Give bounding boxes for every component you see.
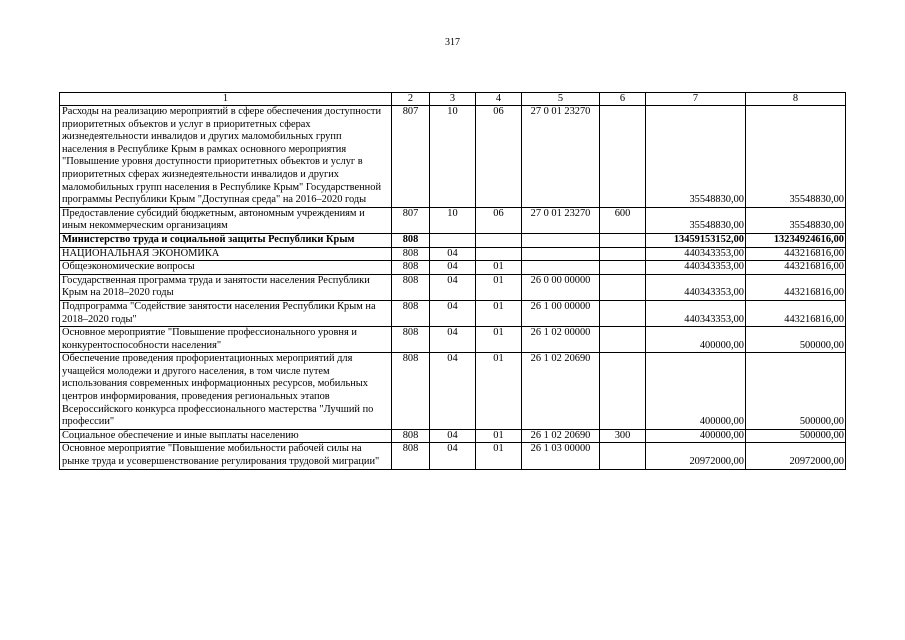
table-row	[60, 327, 846, 353]
row-amount-year2-cell: 500000,00	[746, 353, 846, 430]
row-subsection-cell: 01	[476, 353, 522, 430]
header-col-8: 8	[746, 93, 846, 106]
row-target-article-cell	[522, 233, 600, 247]
row-expense-type-cell	[600, 274, 646, 300]
header-col-2: 2	[392, 93, 430, 106]
row-amount-year2-cell: 35548830,00	[746, 106, 846, 208]
row-section-cell: 10	[430, 207, 476, 233]
row-ministry-code-cell: 808	[392, 429, 430, 443]
header-col-7: 7	[646, 93, 746, 106]
row-ministry-code-cell: 808	[392, 247, 430, 261]
table-row	[60, 233, 846, 247]
row-ministry-code-cell: 808	[392, 274, 430, 300]
row-section-cell: 04	[430, 353, 476, 430]
table-body	[60, 93, 846, 470]
row-amount-year1-cell: 35548830,00	[646, 106, 746, 208]
row-ministry-code-cell: 808	[392, 300, 430, 326]
row-expense-type-cell: 600	[600, 207, 646, 233]
row-expense-type-cell	[600, 300, 646, 326]
row-expense-type-cell	[600, 261, 646, 275]
row-section-cell	[430, 233, 476, 247]
table-row	[60, 247, 846, 261]
budget-table	[59, 92, 846, 470]
row-name-cell: Предоставление субсидий бюджетным, автономным учреждениям и иным некоммерческим организациям	[60, 207, 392, 233]
row-amount-year1-cell: 400000,00	[646, 353, 746, 430]
row-name-cell: Расходы на реализацию мероприятий в сфере обеспечения доступности приоритетных объектов и услуг в приоритетных сферах жизнедеятельности инвалидов и других маломобильных групп населения в Республике Крым в рамках основного мероприятия "Повышение уровня доступности приоритетных объектов и услуг в приоритетных сферах жизнедеятельности инвалидов и других маломобильных групп населения в Республике Крым" Государственной программы Республики Крым "Доступная среда" на 2016–2020 годы	[60, 106, 392, 208]
table-row	[60, 207, 846, 233]
row-target-article-cell: 26 1 02 20690	[522, 353, 600, 430]
row-subsection-cell: 06	[476, 207, 522, 233]
row-section-cell: 04	[430, 443, 476, 469]
row-section-cell: 04	[430, 274, 476, 300]
row-target-article-cell: 26 1 00 00000	[522, 300, 600, 326]
row-subsection-cell	[476, 247, 522, 261]
header-col-4: 4	[476, 93, 522, 106]
row-amount-year1-cell: 35548830,00	[646, 207, 746, 233]
row-amount-year1-cell: 440343353,00	[646, 247, 746, 261]
table-row	[60, 443, 846, 469]
row-expense-type-cell	[600, 106, 646, 208]
header-col-6: 6	[600, 93, 646, 106]
row-subsection-cell: 01	[476, 300, 522, 326]
row-target-article-cell: 27 0 01 23270	[522, 106, 600, 208]
row-ministry-code-cell: 808	[392, 443, 430, 469]
row-expense-type-cell	[600, 327, 646, 353]
row-amount-year1-cell: 440343353,00	[646, 300, 746, 326]
row-target-article-cell	[522, 261, 600, 275]
row-ministry-code-cell: 808	[392, 353, 430, 430]
row-amount-year2-cell: 500000,00	[746, 327, 846, 353]
page-number: 317	[445, 37, 460, 48]
row-target-article-cell: 26 1 03 00000	[522, 443, 600, 469]
row-section-cell: 04	[430, 247, 476, 261]
row-ministry-code-cell: 807	[392, 106, 430, 208]
row-amount-year1-cell: 400000,00	[646, 327, 746, 353]
row-name-cell: Обеспечение проведения профориентационных мероприятий для учащейся молодежи и другого населения, в том числе путем использования современных информационных ресурсов, мобильных центров информирования, проведения региональных этапов Всероссийского конкурса профессионального мастерства "Лучший по профессии"	[60, 353, 392, 430]
row-name-cell: Основное мероприятие "Повышение мобильности рабочей силы на рынке труда и усовершенствование регулирования трудовой миграции"	[60, 443, 392, 469]
table-row	[60, 429, 846, 443]
row-name-cell: Основное мероприятие "Повышение профессионального уровня и конкурентоспособности населения"	[60, 327, 392, 353]
row-subsection-cell: 01	[476, 274, 522, 300]
row-amount-year2-cell: 443216816,00	[746, 274, 846, 300]
row-target-article-cell: 26 1 02 20690	[522, 429, 600, 443]
row-subsection-cell	[476, 233, 522, 247]
row-target-article-cell: 26 1 02 00000	[522, 327, 600, 353]
row-expense-type-cell: 300	[600, 429, 646, 443]
row-amount-year2-cell: 443216816,00	[746, 247, 846, 261]
row-section-cell: 04	[430, 327, 476, 353]
row-amount-year2-cell: 35548830,00	[746, 207, 846, 233]
row-target-article-cell: 27 0 01 23270	[522, 207, 600, 233]
row-amount-year1-cell: 13459153152,00	[646, 233, 746, 247]
header-col-5: 5	[522, 93, 600, 106]
row-expense-type-cell	[600, 353, 646, 430]
row-subsection-cell: 01	[476, 429, 522, 443]
row-amount-year1-cell: 400000,00	[646, 429, 746, 443]
table-row	[60, 261, 846, 275]
row-amount-year2-cell: 13234924616,00	[746, 233, 846, 247]
row-target-article-cell: 26 0 00 00000	[522, 274, 600, 300]
row-subsection-cell: 01	[476, 327, 522, 353]
row-subsection-cell: 06	[476, 106, 522, 208]
row-name-cell: Социальное обеспечение и иные выплаты населению	[60, 429, 392, 443]
table-row	[60, 106, 846, 208]
header-col-3: 3	[430, 93, 476, 106]
row-name-cell: Подпрограмма "Содействие занятости населения Республики Крым на 2018–2020 годы"	[60, 300, 392, 326]
row-amount-year2-cell: 500000,00	[746, 429, 846, 443]
row-subsection-cell: 01	[476, 261, 522, 275]
row-section-cell: 10	[430, 106, 476, 208]
row-name-cell: Министерство труда и социальной защиты Республики Крым	[60, 233, 392, 247]
header-row	[60, 93, 846, 106]
row-subsection-cell: 01	[476, 443, 522, 469]
row-section-cell: 04	[430, 261, 476, 275]
row-ministry-code-cell: 808	[392, 327, 430, 353]
row-amount-year1-cell: 440343353,00	[646, 261, 746, 275]
header-col-1: 1	[60, 93, 392, 106]
table-row	[60, 274, 846, 300]
table-row	[60, 300, 846, 326]
row-name-cell: Государственная программа труда и занятости населения Республики Крым на 2018–2020 годы	[60, 274, 392, 300]
row-ministry-code-cell: 808	[392, 261, 430, 275]
row-amount-year1-cell: 440343353,00	[646, 274, 746, 300]
row-amount-year1-cell: 20972000,00	[646, 443, 746, 469]
row-ministry-code-cell: 807	[392, 207, 430, 233]
row-expense-type-cell	[600, 443, 646, 469]
row-expense-type-cell	[600, 247, 646, 261]
row-name-cell: НАЦИОНАЛЬНАЯ ЭКОНОМИКА	[60, 247, 392, 261]
row-expense-type-cell	[600, 233, 646, 247]
row-name-cell: Общеэкономические вопросы	[60, 261, 392, 275]
row-amount-year2-cell: 443216816,00	[746, 300, 846, 326]
row-amount-year2-cell: 443216816,00	[746, 261, 846, 275]
row-amount-year2-cell: 20972000,00	[746, 443, 846, 469]
row-section-cell: 04	[430, 429, 476, 443]
row-section-cell: 04	[430, 300, 476, 326]
row-target-article-cell	[522, 247, 600, 261]
table-row	[60, 353, 846, 430]
row-ministry-code-cell: 808	[392, 233, 430, 247]
